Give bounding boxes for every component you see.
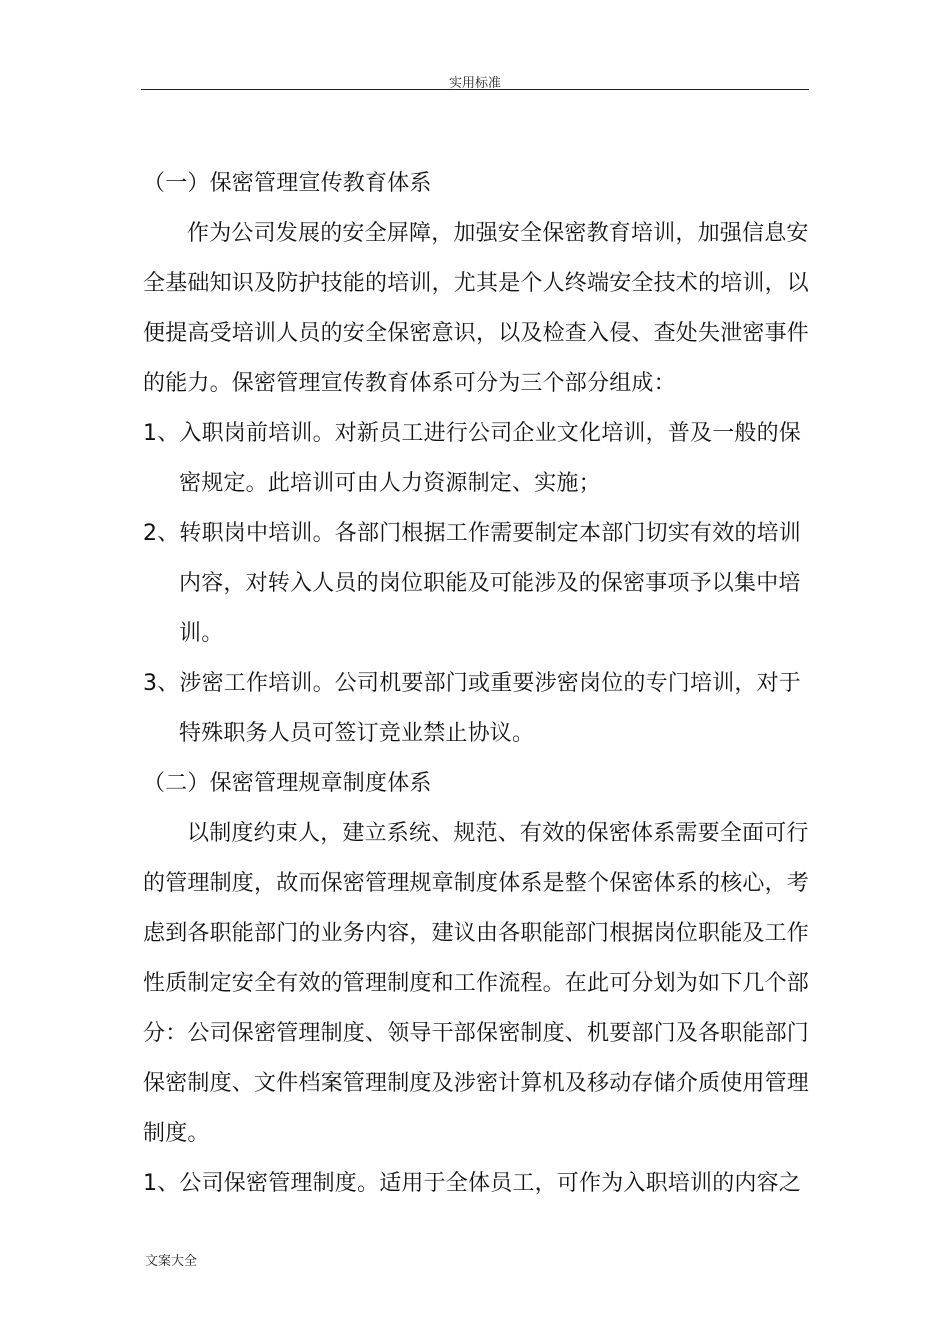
- paragraph-line: 分：公司保密管理制度、领导干部保密制度、机要部门及各职能部门: [143, 1021, 810, 1046]
- header-divider: [141, 89, 809, 90]
- paragraph-line: 虑到各职能部门的业务内容，建议由各职能部门根据岗位职能及工作: [143, 921, 810, 946]
- paragraph-line: 的管理制度，故而保密管理规章制度体系是整个保密体系的核心，考: [143, 871, 810, 896]
- paragraph-line: 便提高受培训人员的安全保密意识，以及检查入侵、查处失泄密事件: [143, 321, 810, 346]
- paragraph-line: 制度。: [143, 1121, 210, 1146]
- list-item-continuation: 内容，对转入人员的岗位职能及可能涉及的保密事项予以集中培: [179, 571, 801, 596]
- paragraph-line: 以制度约束人，建立系统、规范、有效的保密体系需要全面可行: [187, 821, 809, 846]
- list-item: 3、涉密工作培训。公司机要部门或重要涉密岗位的专门培训，对于: [143, 671, 801, 696]
- section-heading: （一）保密管理宣传教育体系: [143, 171, 432, 196]
- page-footer: 文案大全: [145, 1254, 198, 1269]
- paragraph-line: 的能力。保密管理宣传教育体系可分为三个部分组成：: [143, 371, 676, 396]
- page-header: 实用标准: [448, 76, 501, 91]
- paragraph-line: 保密制度、文件档案管理制度及涉密计算机及移动存储介质使用管理: [143, 1071, 810, 1096]
- section-heading: （二）保密管理规章制度体系: [143, 771, 432, 796]
- list-item-continuation: 训。: [179, 621, 224, 646]
- paragraph-line: 性质制定安全有效的管理制度和工作流程。在此可分划为如下几个部: [143, 971, 810, 996]
- list-item-continuation: 特殊职务人员可签订竞业禁止协议。: [179, 721, 535, 746]
- list-item: 1、公司保密管理制度。适用于全体员工，可作为入职培训的内容之: [143, 1171, 801, 1196]
- list-item: 2、转职岗中培训。各部门根据工作需要制定本部门切实有效的培训: [143, 521, 801, 546]
- paragraph-line: 作为公司发展的安全屏障，加强安全保密教育培训，加强信息安: [187, 221, 809, 246]
- paragraph-line: 全基础知识及防护技能的培训，尤其是个人终端安全技术的培训，以: [143, 271, 810, 296]
- list-item: 1、入职岗前培训。对新员工进行公司企业文化培训，普及一般的保: [143, 421, 801, 446]
- list-item-continuation: 密规定。此培训可由人力资源制定、实施；: [179, 471, 601, 496]
- document-body: [143, 159, 815, 1209]
